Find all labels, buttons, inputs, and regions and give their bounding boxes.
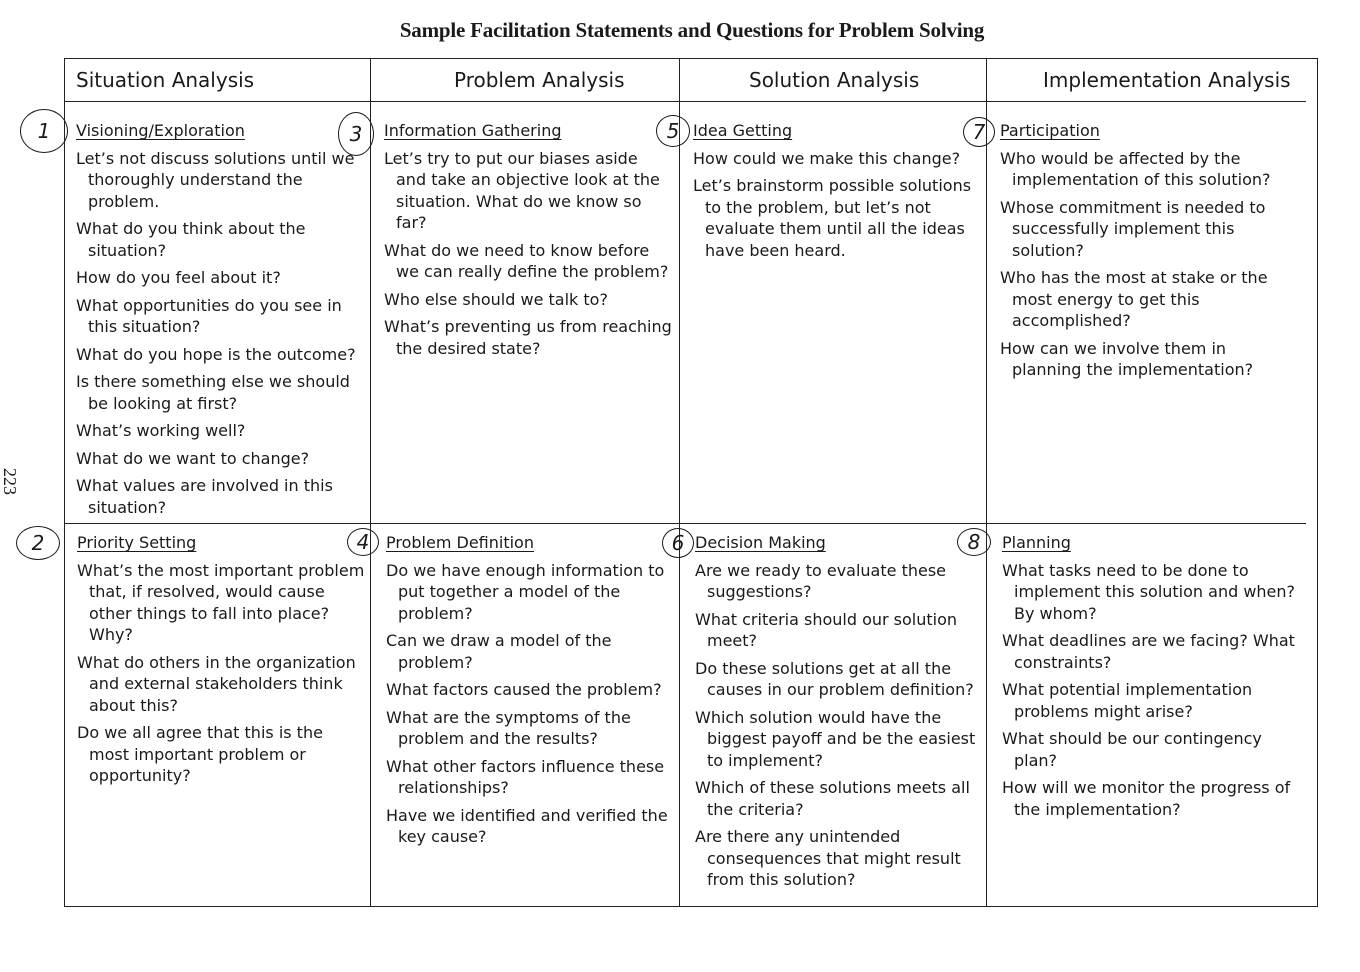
cell-visioning-exploration xyxy=(76,120,364,524)
question: Whose commitment is needed to successfully implement this solution? xyxy=(1000,197,1266,260)
cell-information-gathering xyxy=(384,120,672,365)
question: Is there something else we should be looking at first? xyxy=(76,372,350,413)
column-divider xyxy=(679,58,680,907)
question: Are we ready to evaluate these suggestions? xyxy=(695,560,946,601)
question: What’s the most important problem that, if resolved, would cause other things to fall into place? Why? xyxy=(77,560,365,644)
cell-heading: Visioning/Exploration xyxy=(76,121,245,140)
question: Do we have enough information to put together a model of the problem? xyxy=(386,560,665,623)
question: Let’s not discuss solutions until we thoroughly understand the problem. xyxy=(76,148,355,211)
cell-heading: Decision Making xyxy=(695,533,826,552)
question: Are there any unintended consequences that might result from this solution? xyxy=(695,827,961,889)
cell-planning xyxy=(1002,532,1298,826)
cell-participation xyxy=(1000,120,1298,387)
question: What deadlines are we facing? What constraints? xyxy=(1002,631,1295,672)
question: What tasks need to be done to implement this solution and when? By whom? xyxy=(1002,560,1296,623)
cell-idea-getting xyxy=(693,120,979,267)
question: What values are involved in this situation? xyxy=(76,476,333,517)
step-marker-3: 3 xyxy=(338,112,374,156)
cell-priority-setting xyxy=(77,532,365,793)
cell-problem-definition xyxy=(386,532,672,854)
step-marker-2: 2 xyxy=(16,526,60,560)
question: What do you think about the situation? xyxy=(76,219,306,260)
question: Do these solutions get at all the causes in our problem definition? xyxy=(695,658,974,699)
question: What factors caused the problem? xyxy=(386,680,662,699)
step-marker-1: 1 xyxy=(20,109,68,153)
question: What do we want to change? xyxy=(76,448,310,468)
question: Who has the most at stake or the most energy to get this accomplished? xyxy=(1000,268,1268,330)
question: What’s working well? xyxy=(76,421,246,440)
cell-heading: Problem Definition xyxy=(386,533,534,552)
question: What potential implementation problems might arise? xyxy=(1002,680,1253,721)
question: How do you feel about it? xyxy=(76,268,281,287)
cell-heading: Information Gathering xyxy=(384,121,562,140)
question: Which of these solutions meets all the criteria? xyxy=(695,778,970,819)
cell-heading: Participation xyxy=(1000,121,1100,140)
question: What are the symptoms of the problem and the results? xyxy=(386,707,631,748)
question: How could we make this change? xyxy=(693,148,961,168)
question: Who else should we talk to? xyxy=(384,289,608,309)
question: Have we identified and verified the key cause? xyxy=(386,805,668,846)
question: Who would be affected by the implementation of this solution? xyxy=(1000,148,1271,189)
column-divider xyxy=(370,58,371,907)
step-marker-6: 6 xyxy=(662,528,694,558)
column-header-implementation-analysis: Implementation Analysis xyxy=(1043,68,1291,92)
cell-heading: Priority Setting xyxy=(77,533,197,552)
question: Which solution would have the biggest payoff and be the easiest to implement? xyxy=(695,707,976,770)
column-header-solution-analysis: Solution Analysis xyxy=(749,68,920,92)
header-rule xyxy=(64,101,1306,102)
question: How can we involve them in planning the implementation? xyxy=(1000,338,1254,379)
step-marker-8: 8 xyxy=(957,528,991,556)
column-header-situation-analysis: Situation Analysis xyxy=(76,68,255,92)
question: Can we draw a model of the problem? xyxy=(386,631,612,672)
cell-decision-making xyxy=(695,532,979,897)
step-marker-7: 7 xyxy=(963,117,995,147)
question: Let’s brainstorm possible solutions to the problem, but let’s not evaluate them until all the ideas have been heard. xyxy=(693,176,972,260)
question: What criteria should our solution meet? xyxy=(695,609,958,650)
page-title: Sample Facilitation Statements and Questions for Problem Solving xyxy=(399,18,985,42)
question: What do you hope is the outcome? xyxy=(76,344,356,364)
step-marker-5: 5 xyxy=(656,115,690,147)
column-divider xyxy=(986,58,987,907)
question: What’s preventing us from reaching the desired state? xyxy=(384,317,672,358)
column-header-problem-analysis: Problem Analysis xyxy=(454,68,625,92)
question: What do we need to know before we can really define the problem? xyxy=(384,240,669,281)
question: What do others in the organization and external stakeholders think about this? xyxy=(77,652,356,715)
question: What opportunities do you see in this situation? xyxy=(76,295,342,336)
question: How will we monitor the progress of the implementation? xyxy=(1002,778,1291,819)
question: What other factors influence these relationships? xyxy=(386,756,665,797)
page-number: 223 xyxy=(0,468,20,495)
step-marker-4: 4 xyxy=(347,528,379,556)
question: What should be our contingency plan? xyxy=(1002,729,1262,770)
question: Do we all agree that this is the most important problem or opportunity? xyxy=(77,723,323,785)
question: Let’s try to put our biases aside and take an objective look at the situation. What do we know so far? xyxy=(384,148,660,232)
cell-heading: Planning xyxy=(1002,533,1071,552)
cell-heading: Idea Getting xyxy=(693,121,793,140)
